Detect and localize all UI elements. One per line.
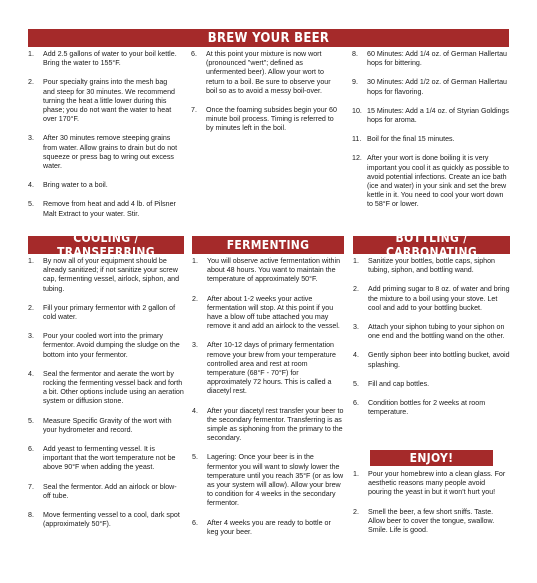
step-number: 3.: [192, 341, 198, 350]
step-text: 30 Minutes: Add 1/2 oz. of German Hallertau hops for flavoring.: [367, 78, 507, 96]
step-text: Boil for the final 15 minutes.: [367, 135, 455, 144]
brew-column-1: [28, 50, 178, 229]
step-item: [28, 257, 184, 294]
step-item: [353, 399, 510, 417]
step-number: 3.: [353, 323, 359, 332]
step-text: At this point your mixture is now wort (pronounced "wert"; defined as unfermented beer). Allow your wort to return to a boil. Be sure to observe your boil so as to avoid a messy boil-over.: [206, 50, 331, 95]
step-text: Add 2.5 gallons of water to your boil kettle. Bring the water to 155°F.: [43, 50, 177, 68]
step-item: [192, 519, 344, 537]
step-item: [191, 50, 341, 96]
step-item: [28, 134, 178, 171]
step-number: 8.: [28, 511, 34, 520]
step-number: 2.: [28, 78, 34, 87]
step-number: 2.: [192, 294, 198, 303]
step-text: Fill your primary fermentor with 2 gallon of cold water.: [43, 303, 176, 322]
step-text: Add priming sugar to 8 oz. of water and bring the mixture to a boil using your stove. Let cool and add to your bottling bucket.: [368, 285, 510, 312]
step-number: 6.: [192, 518, 198, 527]
enjoy-column: [353, 470, 510, 545]
step-item: [28, 370, 184, 407]
step-item: [352, 50, 510, 68]
step-item: [28, 304, 184, 322]
step-text: After 4 weeks you are ready to bottle or keg your beer.: [207, 518, 331, 536]
step-text: Add yeast to fermenting vessel. It is important that the wort temperature not be above 90°F when adding the yeast.: [43, 445, 176, 472]
step-number: 4.: [192, 406, 198, 415]
step-text: After 30 minutes remove steeping grains from water. Allow grains to drain but do not squeeze or press bag to wring out excess water.: [43, 134, 178, 171]
step-item: [28, 417, 184, 435]
step-item: [353, 351, 510, 369]
step-number: 9.: [352, 78, 358, 87]
step-number: 1.: [192, 257, 198, 265]
step-number: 7.: [191, 106, 197, 115]
step-item: [28, 50, 178, 68]
brew-column-3: [352, 50, 510, 220]
step-number: 2.: [353, 285, 359, 294]
step-item: [192, 257, 344, 285]
step-item: [353, 257, 510, 275]
step-number: 12.: [352, 154, 362, 163]
bottling-carbonating-heading: BOTTLING / CARBONATING: [353, 236, 510, 254]
brew-your-beer-heading: BREW YOUR BEER: [28, 29, 509, 47]
step-number: 1.: [28, 257, 34, 265]
fermenting-heading: FERMENTING: [192, 236, 344, 254]
step-text: After about 1-2 weeks your active fermentation will stop. At this point if you have a blow off tube attached you may remove it and add an airlock to the vessel.: [207, 294, 340, 331]
step-text: Smell the beer, a few short sniffs. Taste. Allow beer to cover the tongue, swallow. Smile. Life is good.: [368, 507, 495, 535]
step-text: After your wort is done boiling it is very important you cool it as quickly as possible to avoid potential infections. Create an ice bath (ice and water) in your sink and set the brew kettle in it. You need to cool your wort down to 58°F or lower.: [367, 154, 509, 209]
step-number: 7.: [28, 482, 34, 491]
step-number: 1.: [353, 257, 359, 265]
step-text: Attach your siphon tubing to your siphon on one end and the bottling wand on the other.: [368, 323, 505, 341]
step-number: 5.: [192, 453, 198, 462]
step-number: 6.: [353, 399, 359, 408]
step-item: [28, 445, 184, 473]
step-item: [352, 154, 510, 209]
step-item: [191, 106, 341, 134]
step-number: 5.: [353, 379, 359, 388]
step-text: Gently siphon beer into bottling bucket, avoid splashing.: [368, 351, 510, 369]
step-item: [353, 470, 510, 498]
step-text: Bring water to a boil.: [43, 181, 108, 190]
step-number: 4.: [353, 351, 359, 360]
step-item: [192, 453, 344, 508]
step-number: 6.: [191, 50, 197, 58]
step-text: 60 Minutes: Add 1/4 oz. of German Hallertau hops for bittering.: [367, 50, 507, 68]
step-number: 10.: [352, 106, 362, 115]
step-item: [353, 508, 510, 536]
step-number: 5.: [28, 416, 34, 425]
step-number: 1.: [353, 470, 359, 478]
step-text: Measure Specific Gravity of the wort with your hydrometer and record.: [43, 416, 172, 434]
step-text: Seal the fermentor. Add an airlock or blow-off tube.: [43, 482, 177, 500]
step-item: [353, 285, 510, 313]
step-text: Seal the fermentor and aerate the wort by rocking the fermenting vessel back and forth a bit. Other options include using an aeration system or diffusion stone.: [43, 369, 184, 406]
step-number: 3.: [28, 134, 34, 143]
step-text: Pour specialty grains into the mesh bag and steep for 30 minutes. We recommend turning the heat a little lower during this phase; you do not want the water to heat over 170°F.: [43, 78, 175, 124]
step-text: 15 Minutes: Add a 1/4 oz. of Styrian Goldings hops for aroma.: [367, 106, 509, 125]
step-text: Move fermenting vessel to a cool, dark spot (approximately 50°F).: [43, 511, 180, 529]
step-text: Fill and cap bottles.: [368, 379, 430, 388]
brew-column-2: [191, 50, 341, 144]
enjoy-heading: ENJOY!: [370, 450, 493, 466]
step-item: [28, 511, 184, 529]
step-item: [28, 332, 184, 360]
step-item: [28, 200, 178, 218]
step-item: [352, 135, 510, 144]
step-text: Condition bottles for 2 weeks at room temperature.: [368, 399, 486, 417]
step-text: After 10-12 days of primary fermentation remove your brew from your temperature controlled area and rest at room temperature (68°F - 70°F) for approximately 72 hours. This is called a diacetyl rest.: [207, 341, 336, 396]
step-number: 4.: [28, 369, 34, 378]
step-item: [28, 181, 178, 190]
cooling-column: [28, 257, 184, 539]
step-item: [192, 341, 344, 396]
step-text: Once the foaming subsides begin your 60 minute boil process. Timing is referred to by minutes left in the boil.: [206, 106, 337, 133]
step-text: Lagering: Once your beer is in the fermentor you will want to slowly lower the temperature until you reach 35°F (or as low as your system will allow). Allow your brew to condition for 4 weeks in the secondary fermentor.: [207, 453, 344, 508]
step-item: [192, 295, 344, 332]
cooling-transferring-heading: COOLING / TRANSFERRING: [28, 236, 184, 254]
step-text: Sanitize your bottles, bottle caps, siphon tubing, siphon, and bottling wand.: [368, 257, 495, 275]
step-text: Pour your homebrew into a clean glass. For aesthetic reasons many people avoid pouring the yeast in but it won't hurt you!: [368, 470, 506, 497]
step-item: [28, 483, 184, 501]
step-item: [353, 323, 510, 341]
step-number: 8.: [352, 50, 358, 58]
step-number: 2.: [353, 507, 359, 516]
step-number: 1.: [28, 50, 34, 58]
step-number: 6.: [28, 445, 34, 454]
step-item: [352, 107, 510, 125]
step-number: 4.: [28, 181, 34, 190]
step-number: 3.: [28, 332, 34, 341]
step-text: Pour your cooled wort into the primary fermentor. Avoid dumping the sludge on the bottom into your fermentor.: [43, 332, 180, 359]
step-text: You will observe active fermentation within about 48 hours. You want to maintain the temperature of approximately 50°F.: [207, 257, 341, 284]
step-text: By now all of your equipment should be already sanitized; if not sanitize your screw cap, fermenting vessel, airlock, siphon, and tubing.: [43, 257, 180, 293]
step-number: 5.: [28, 200, 34, 209]
bottling-column: [353, 257, 510, 427]
step-item: [353, 380, 510, 389]
step-item: [28, 78, 178, 124]
step-number: 2.: [28, 303, 34, 312]
step-item: [192, 407, 344, 444]
fermenting-column: [192, 257, 344, 547]
step-item: [352, 78, 510, 96]
step-text: Remove from heat and add 4 lb. of Pilsner Malt Extract to your water. Stir.: [43, 200, 176, 218]
step-number: 11.: [352, 135, 362, 144]
step-text: After your diacetyl rest transfer your beer to the secondary fermentor. Transferring is as simple as siphoning from the primary to the secondary.: [207, 406, 344, 443]
